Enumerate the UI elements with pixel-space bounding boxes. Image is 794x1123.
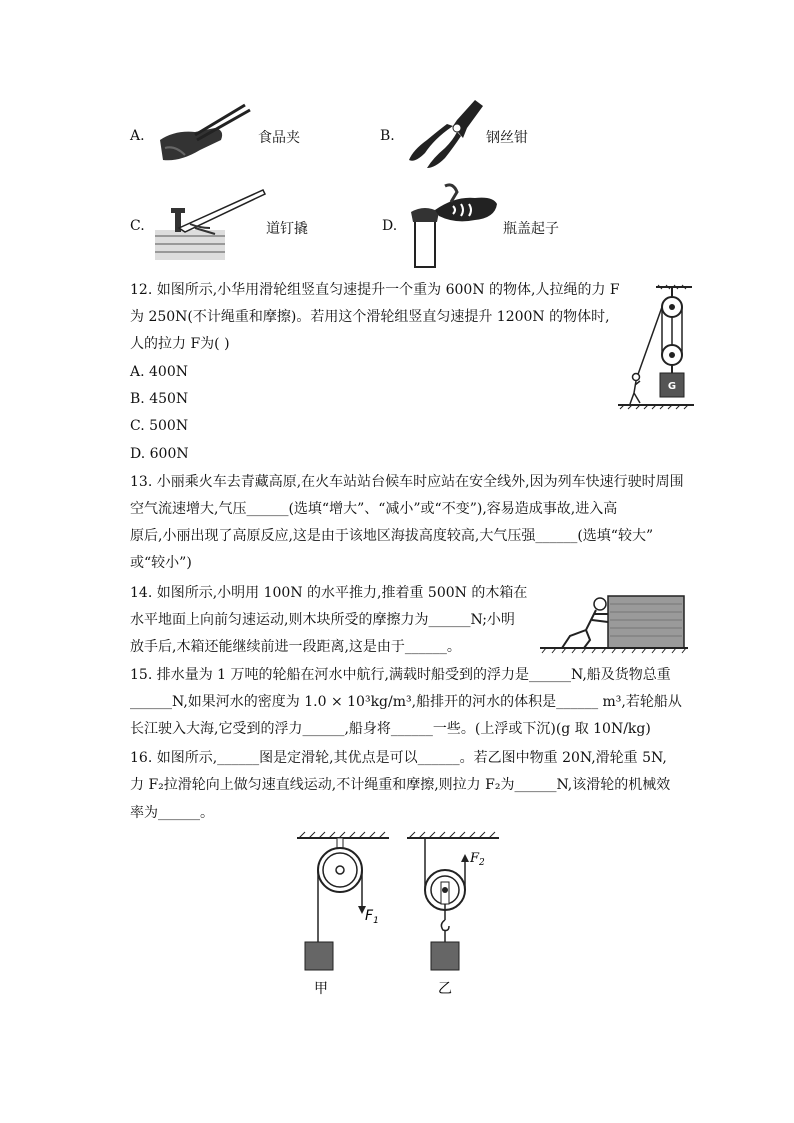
- q13-line-2: 空气流速增大,气压______(选填“增大”、“减小”或“不变”),容易造成事故,进入高: [130, 501, 618, 517]
- movable-pulley-figure: [405, 830, 515, 1000]
- q15-line-2: ______N,如果河水的密度为 1.0 × 10³kg/m³,船排开的河水的体积是______ m³,若轮船从: [130, 694, 682, 710]
- q12-option-d: D. 600N: [130, 446, 189, 462]
- option-d-letter: D.: [382, 218, 398, 234]
- q14-line-3: 放手后,木箱还能继续前进一段距离,这是由于______。: [130, 639, 461, 655]
- q13-line-3: 原后,小丽出现了高原反应,这是由于该地区海拔高度较高,大气压强______(选填“较大”: [130, 528, 654, 544]
- q12-option-a: A. 400N: [130, 364, 188, 380]
- fixed-pulley-figure: [295, 830, 405, 1000]
- q13-line-4: 或“较小”): [130, 555, 192, 571]
- q13-line-1: 13. 小丽乘火车去青藏高原,在火车站站台候车时应站在安全线外,因为列车快速行驶时周围: [130, 474, 684, 490]
- push-box-figure: [540, 590, 690, 656]
- q12-line-3: 人的拉力 F为( ): [130, 336, 230, 352]
- q14-line-2: 水平地面上向前匀速运动,则木块所受的摩擦力为______N;小明: [130, 612, 515, 628]
- option-a-label: 食品夹: [258, 130, 300, 146]
- q15-line-1: 15. 排水量为 1 万吨的轮船在河水中航行,满载时船受到的浮力是______N,船及货物总重: [130, 667, 671, 683]
- option-c-label: 道钉撬: [266, 221, 308, 237]
- f2-label: F: [470, 851, 480, 866]
- q12-option-b: B. 450N: [130, 391, 189, 407]
- f1-subscript: 1: [373, 916, 379, 926]
- caption-jia: 甲: [314, 981, 328, 997]
- svg-text:F2: [469, 851, 485, 868]
- q12-line-2: 为 250N(不计绳重和摩擦)。若用这个滑轮组竖直匀速提升 1200N 的物体时,: [130, 309, 610, 325]
- weight-g-label: G: [667, 381, 677, 392]
- option-d-label: 瓶盖起子: [503, 221, 559, 237]
- pliers-image: [405, 98, 485, 170]
- q16-line-3: 率为______。: [130, 805, 214, 821]
- q16-line-1: 16. 如图所示,______图是定滑轮,其优点是可以______。若乙图中物重 20N,滑轮重 5N,: [130, 750, 667, 766]
- spike-crowbar-image: [155, 188, 265, 263]
- q16-line-2: 力 F₂拉滑轮向上做匀速直线运动,不计绳重和摩擦,则拉力 F₂为______N,该滑轮的机械效: [130, 777, 671, 793]
- option-b-letter: B.: [380, 128, 395, 144]
- q12-option-c: C. 500N: [130, 418, 189, 434]
- option-a-letter: A.: [130, 128, 145, 144]
- q14-line-1: 14. 如图所示,小明用 100N 的水平推力,推着重 500N 的木箱在: [130, 585, 528, 601]
- f1-label: F: [365, 908, 374, 924]
- svg-text:F1: [365, 908, 379, 926]
- bottle-opener-image: [405, 182, 500, 267]
- caption-yi: 乙: [438, 981, 452, 997]
- option-c-letter: C.: [130, 218, 145, 234]
- food-tongs-image: [155, 100, 255, 170]
- q15-line-3: 长江驶入大海,它受到的浮力______,船身将______一些。(上浮或下沉)(g 取 10N/kg): [130, 721, 651, 737]
- option-b-label: 钢丝钳: [486, 130, 528, 146]
- f2-subscript: 2: [479, 858, 485, 868]
- pulley-system-figure: [616, 285, 696, 410]
- q12-line-1: 12. 如图所示,小华用滑轮组竖直匀速提升一个重为 600N 的物体,人拉绳的力 F: [130, 282, 620, 298]
